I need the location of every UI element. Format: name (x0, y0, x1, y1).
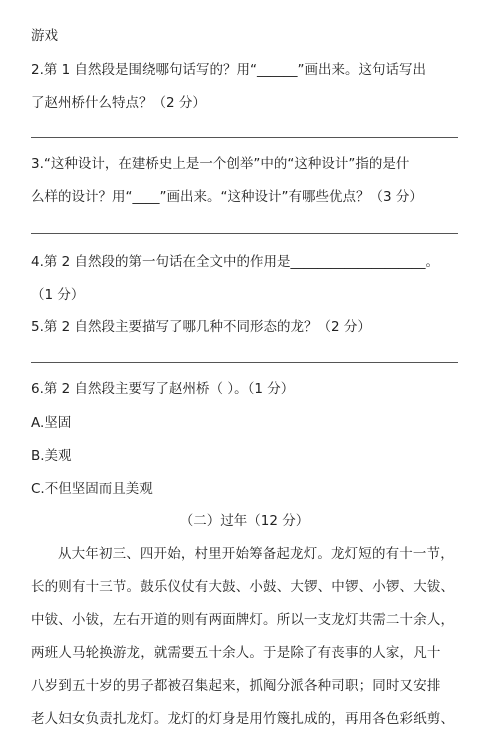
question-3-line-2: 么样的设计？用“____”画出来。“这种设计”有哪些优点？（3 分） (31, 189, 423, 205)
question-4-line-2: （1 分） (31, 287, 85, 303)
option-c: C.不但坚固而且美观 (31, 481, 153, 497)
passage-line-2: 长的则有十三节。鼓乐仪仗有大鼓、小鼓、大锣、中锣、小锣、大钹、 (31, 579, 455, 595)
question-4-line-1: 4.第 2 自然段的第一句话在全文中的作用是____________________。 (31, 254, 440, 270)
answer-line-q3[interactable] (31, 233, 458, 234)
passage-line-1: 从大年初三、四开始，村里开始筹备起龙灯。龙灯短的有十一节， (58, 546, 454, 562)
text-line-game: 游戏 (31, 28, 58, 44)
question-6: 6.第 2 自然段主要写了赵州桥（ ）。（1 分） (31, 381, 295, 397)
passage-line-5: 八岁到五十岁的男子都被召集起来，抓阄分派各种司职；同时又安排 (31, 678, 441, 694)
answer-line-q2[interactable] (31, 137, 458, 138)
section-title: （二）过年（12 分） (179, 513, 310, 529)
question-2-line-2: 了赵州桥什么特点？（2 分） (31, 95, 206, 111)
question-3-line-1: 3.“这种设计，在建桥史上是一个创举”中的“这种设计”指的是什 (31, 156, 410, 172)
question-5: 5.第 2 自然段主要描写了哪几种不同形态的龙？（2 分） (31, 319, 371, 335)
option-b: B.美观 (31, 448, 72, 464)
question-2-line-1: 2.第 1 自然段是围绕哪句话写的？用“______”画出来。这句话写出 (31, 62, 427, 78)
passage-line-4: 两班人马轮换游龙，就需要五十余人。于是除了有丧事的人家，凡十 (31, 645, 441, 661)
passage-line-3: 中钹、小钹，左右开道的则有两面牌灯。所以一支龙灯共需二十余人， (31, 612, 455, 628)
passage-line-6: 老人妇女负责扎龙灯。龙灯的灯身是用竹篾扎成的，再用各色彩纸剪、 (31, 711, 455, 727)
answer-line-q5[interactable] (31, 362, 458, 363)
option-a: A.坚固 (31, 415, 72, 431)
